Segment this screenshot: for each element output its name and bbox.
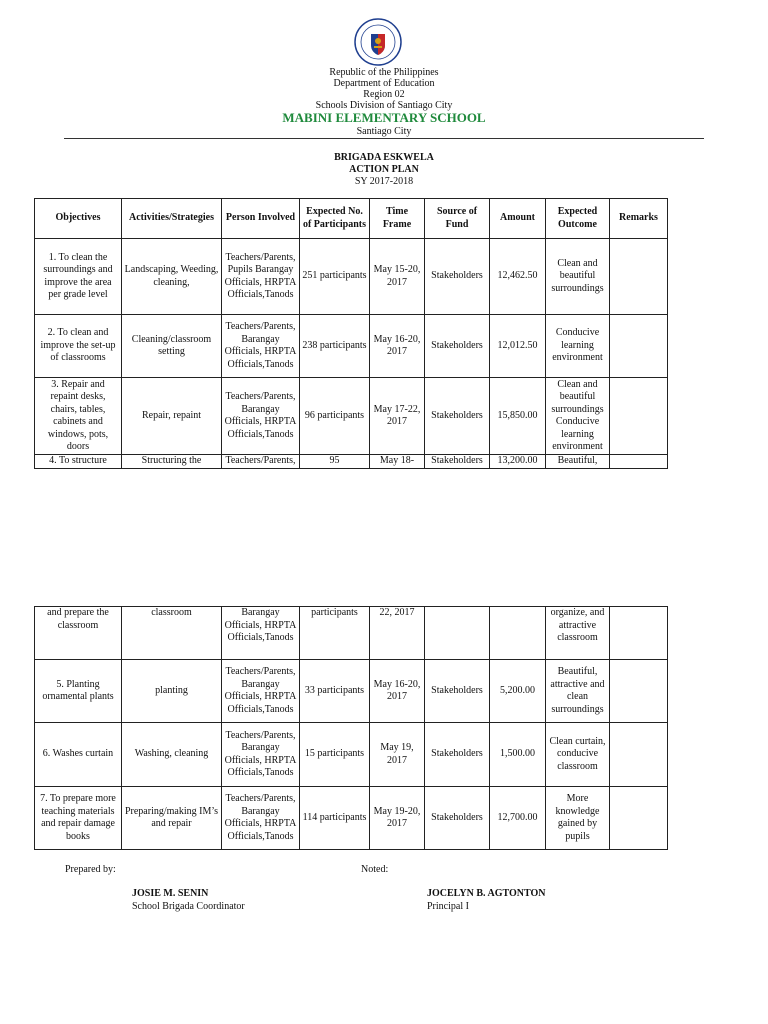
table-cell: 33 participants <box>300 660 370 723</box>
doc-school-year: SY 2017-2018 <box>354 176 414 187</box>
table-cell: 13,200.00 <box>490 455 546 469</box>
table-cell: May 19-20, 2017 <box>370 787 425 850</box>
table-cell: Clean curtain, conducive classroom <box>546 723 610 787</box>
table-row <box>35 378 668 455</box>
noted-by-name: JOCELYN B. AGTONTON <box>427 888 546 899</box>
table-cell <box>610 315 668 378</box>
table-row <box>35 607 668 660</box>
table-cell: May 15-20, 2017 <box>370 239 425 315</box>
table-cell: 7. To prepare more teaching materials and repair damage books <box>35 787 122 850</box>
table-row <box>35 455 668 469</box>
table-cell: Stakeholders <box>425 660 490 723</box>
table-row <box>35 723 668 787</box>
doc-title: BRIGADA ESKWELA <box>334 152 434 163</box>
header-city: Santiago City <box>356 126 412 137</box>
table-cell: Beautiful, <box>546 455 610 469</box>
table-cell: May 19, 2017 <box>370 723 425 787</box>
table-cell: Clean and beautiful surroundings Conducive learning environment <box>546 378 610 455</box>
table-cell: 22, 2017 <box>370 607 425 660</box>
table-cell: Teachers/Parents, Barangay Officials, HRPTA Officials,Tanods <box>222 378 300 455</box>
table-cell: 96 participants <box>300 378 370 455</box>
table-cell: Landscaping, Weeding, cleaning, <box>122 239 222 315</box>
column-header: Remarks <box>610 199 668 239</box>
table-cell: Beautiful, attractive and clean surroundings <box>546 660 610 723</box>
table-cell: Structuring the <box>122 455 222 469</box>
noted-label: Noted: <box>361 864 389 875</box>
column-header: Amount <box>490 199 546 239</box>
action-plan-table-top <box>34 198 668 469</box>
table-cell: 95 <box>300 455 370 469</box>
header-line-region: Region 02 <box>363 89 405 100</box>
column-header: Person Involved <box>222 199 300 239</box>
table-cell: Teachers/Parents, <box>222 455 300 469</box>
header-divider <box>64 138 704 139</box>
prepared-by-title: School Brigada Coordinator <box>132 901 245 912</box>
table-cell: Repair, repaint <box>122 378 222 455</box>
table-cell: 1. To clean the surroundings and improve the area per grade level <box>35 239 122 315</box>
prepared-by-name: JOSIE M. SENIN <box>132 888 209 899</box>
table-cell <box>610 239 668 315</box>
table-cell: 15 participants <box>300 723 370 787</box>
table-cell: 12,462.50 <box>490 239 546 315</box>
doc-subtitle: ACTION PLAN <box>349 164 419 175</box>
table-cell: 1,500.00 <box>490 723 546 787</box>
table-cell: More knowledge gained by pupils <box>546 787 610 850</box>
column-header: Source of Fund <box>425 199 490 239</box>
table-cell: Barangay Officials, HRPTA Officials,Tanods <box>222 607 300 660</box>
table-cell: Teachers/Parents, Barangay Officials, HRPTA Officials,Tanods <box>222 787 300 850</box>
table-cell <box>610 455 668 469</box>
table-cell: 5,200.00 <box>490 660 546 723</box>
table-cell: 12,700.00 <box>490 787 546 850</box>
table-cell: Stakeholders <box>425 455 490 469</box>
table-cell: 6. Washes curtain <box>35 723 122 787</box>
table-cell: 238 participants <box>300 315 370 378</box>
action-plan-table-bottom <box>34 606 668 850</box>
table-row <box>35 315 668 378</box>
table-cell <box>490 607 546 660</box>
column-header: Time Frame <box>370 199 425 239</box>
table-cell <box>610 607 668 660</box>
table-cell: 3. Repair and repaint desks, chairs, tables, cabinets and windows, pots, doors <box>35 378 122 455</box>
table-cell: 114 participants <box>300 787 370 850</box>
table-cell: Washing, cleaning <box>122 723 222 787</box>
table-cell: 12,012.50 <box>490 315 546 378</box>
table-cell <box>610 660 668 723</box>
table-cell <box>425 607 490 660</box>
table-cell: May 16-20, 2017 <box>370 315 425 378</box>
header-line-deped: Department of Education <box>333 78 435 89</box>
table-cell: Stakeholders <box>425 315 490 378</box>
noted-by-title: Principal I <box>427 901 469 912</box>
table-cell: Conducive learning environment <box>546 315 610 378</box>
table-cell: Teachers/Parents, Barangay Officials, HRPTA Officials,Tanods <box>222 660 300 723</box>
table-header-row <box>35 199 668 239</box>
table-cell: and prepare the classroom <box>35 607 122 660</box>
column-header: Activities/Strategies <box>122 199 222 239</box>
header-line-republic: Republic of the Philippines <box>329 67 439 78</box>
table-cell <box>610 378 668 455</box>
table-cell: planting <box>122 660 222 723</box>
table-cell: 5. Planting ornamental plants <box>35 660 122 723</box>
table-cell: Cleaning/classroom setting <box>122 315 222 378</box>
table-cell <box>610 787 668 850</box>
table-cell: Clean and beautiful surroundings <box>546 239 610 315</box>
table-cell: Stakeholders <box>425 378 490 455</box>
table-cell: Teachers/Parents, Barangay Officials, HRPTA Officials,Tanods <box>222 723 300 787</box>
table-cell: May 18- <box>370 455 425 469</box>
table-cell: 2. To clean and improve the set-up of classrooms <box>35 315 122 378</box>
column-header: Expected Outcome <box>546 199 610 239</box>
table-cell: Stakeholders <box>425 723 490 787</box>
header-line-division: Schools Division of Santiago City <box>315 100 453 111</box>
table-cell: Preparing/making IM’s and repair <box>122 787 222 850</box>
table-cell: participants <box>300 607 370 660</box>
table-cell: Teachers/Parents, Barangay Officials, HRPTA Officials,Tanods <box>222 315 300 378</box>
table-cell: Stakeholders <box>425 239 490 315</box>
column-header: Objectives <box>35 199 122 239</box>
table-cell: 251 participants <box>300 239 370 315</box>
table-cell: Teachers/Parents, Pupils Barangay Officials, HRPTA Officials,Tanods <box>222 239 300 315</box>
column-header: Expected No. of Participants <box>300 199 370 239</box>
school-name: MABINI ELEMENTARY SCHOOL <box>282 110 486 125</box>
table-cell <box>610 723 668 787</box>
table-cell: May 17-22, 2017 <box>370 378 425 455</box>
table-cell: organize, and attractive classroom <box>546 607 610 660</box>
table-cell: classroom <box>122 607 222 660</box>
table-row <box>35 787 668 850</box>
table-cell: 15,850.00 <box>490 378 546 455</box>
table-row <box>35 660 668 723</box>
table-cell: Stakeholders <box>425 787 490 850</box>
table-cell: 4. To structure <box>35 455 122 469</box>
prepared-by-label: Prepared by: <box>65 864 116 875</box>
table-row <box>35 239 668 315</box>
deped-seal-icon <box>354 18 402 66</box>
table-cell: May 16-20, 2017 <box>370 660 425 723</box>
